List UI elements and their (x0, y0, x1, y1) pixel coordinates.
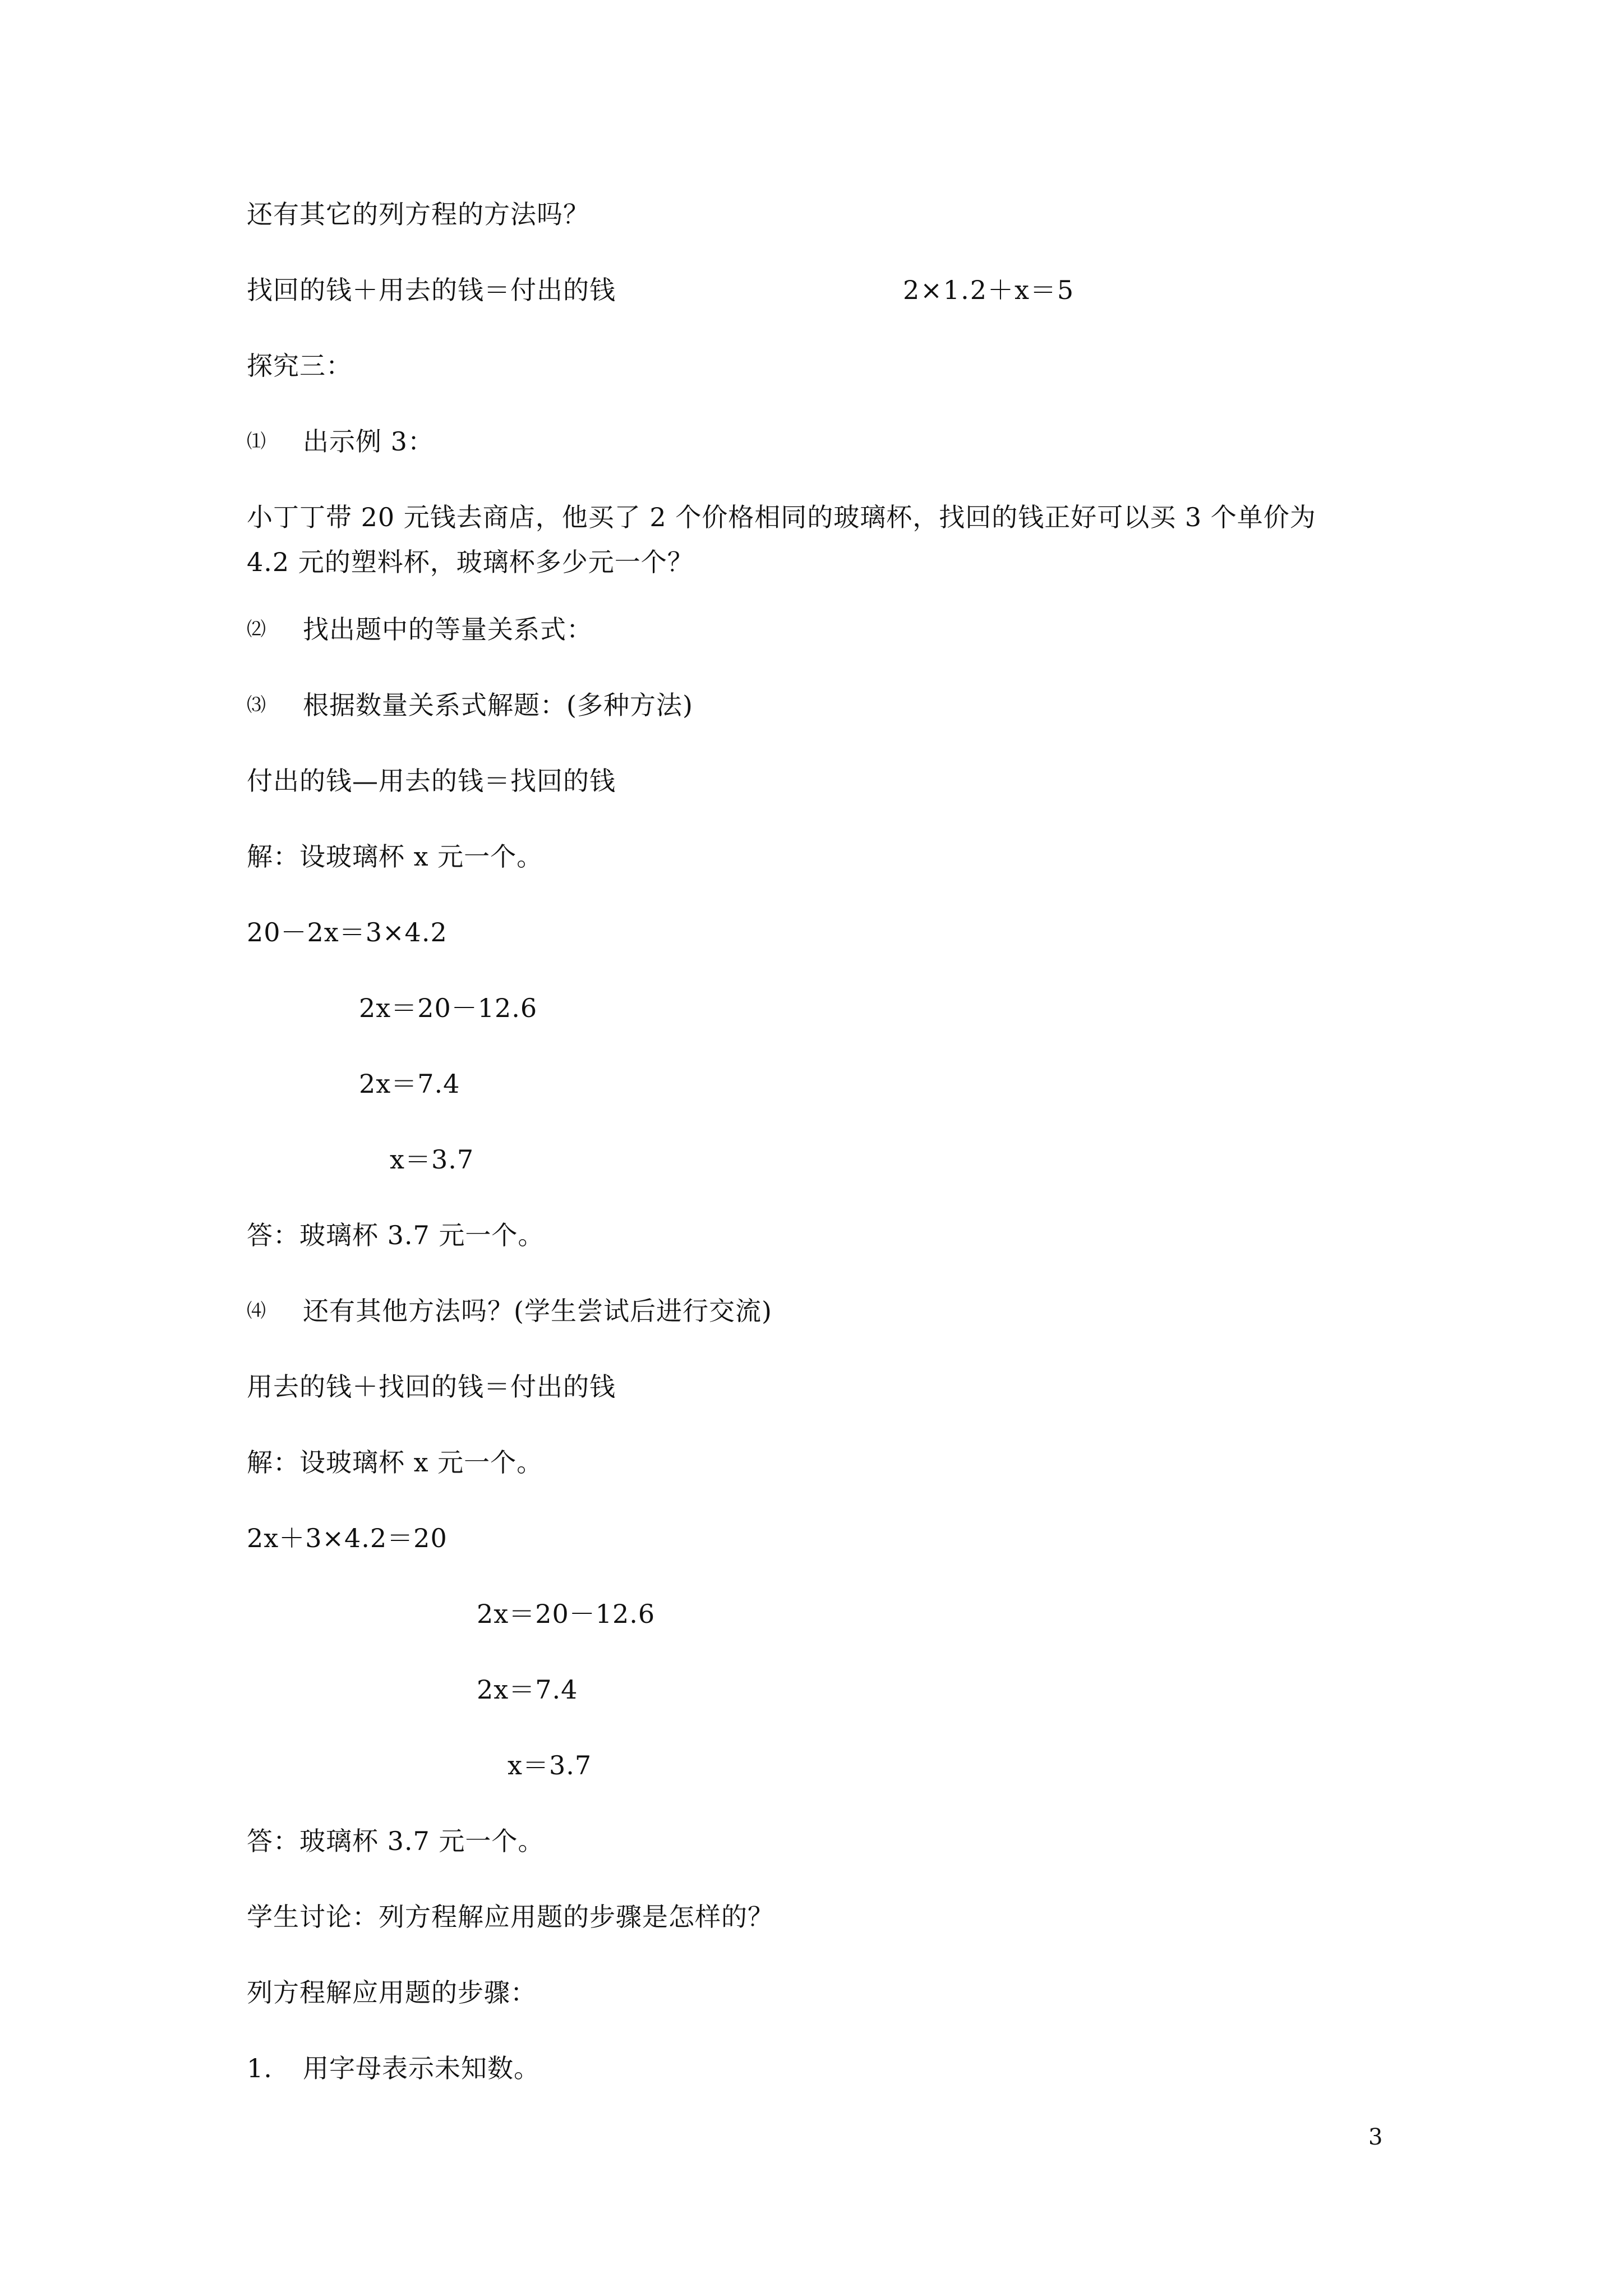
list-number: 1. (247, 2053, 273, 2083)
problem-text-line-2: 4.2 元的塑料杯，玻璃杯多少元一个？ (247, 547, 694, 577)
answer: 答：玻璃杯 3.7 元一个。 (247, 1220, 545, 1250)
step-find-relation (247, 611, 593, 650)
enum-marker: ⑷ (247, 1300, 266, 1322)
relation-found-used-paid: 找回的钱＋用去的钱＝付出的钱 (247, 275, 616, 305)
solution-let: 解：设玻璃杯 x 元一个。 (247, 841, 543, 872)
equation-result: x＝3.7 (390, 1144, 474, 1175)
equation-step: 2x＝20－12.6 (477, 1599, 656, 1629)
step-text: 根据数量关系式解题：(多种方法) (303, 690, 693, 720)
equation-step: 2x＝20－12.6 (359, 993, 538, 1023)
step-text: 还有其他方法吗？(学生尝试后进行交流) (303, 1296, 772, 1326)
page-number: 3 (1368, 2124, 1383, 2150)
problem-text-line-1: 小丁丁带 20 元钱去商店，他买了 2 个价格相同的玻璃杯，找回的钱正好可以买 3 个单价为 (247, 502, 1316, 532)
step-text: 找出题中的等量关系式： (303, 614, 593, 645)
student-discussion: 学生讨论：列方程解应用题的步骤是怎样的？ (247, 1902, 774, 1932)
question-other-methods: 还有其它的列方程的方法吗？ (247, 199, 589, 229)
step-other-methods (247, 1293, 772, 1331)
enum-marker: ⑴ (247, 430, 266, 453)
enum-marker: ⑶ (247, 694, 266, 716)
equation-right: 2×1.2＋x＝5 (903, 275, 1075, 305)
equation-result: x＝3.7 (508, 1750, 592, 1780)
relation-paid-used-found: 付出的钱—用去的钱＝找回的钱 (247, 766, 616, 796)
list-item-text: 用字母表示未知数。 (303, 2053, 540, 2083)
step-text: 出示例 3： (303, 426, 434, 457)
step-solve (247, 687, 693, 725)
steps-heading: 列方程解应用题的步骤： (247, 1977, 537, 2008)
equation-step: 2x＝7.4 (359, 1069, 460, 1099)
step-show-example (247, 424, 434, 462)
answer: 答：玻璃杯 3.7 元一个。 (247, 1826, 545, 1856)
equation: 20－2x＝3×4.2 (247, 917, 448, 947)
equation: 2x＋3×4.2＝20 (247, 1523, 448, 1553)
equation-step: 2x＝7.4 (477, 1674, 578, 1705)
solution-let: 解：设玻璃杯 x 元一个。 (247, 1447, 543, 1478)
section-heading-explore-three: 探究三： (247, 351, 352, 381)
steps-list-item (247, 2050, 540, 2086)
enum-marker: ⑵ (247, 618, 266, 641)
relation-used-found-paid: 用去的钱＋找回的钱＝付出的钱 (247, 1372, 616, 1402)
